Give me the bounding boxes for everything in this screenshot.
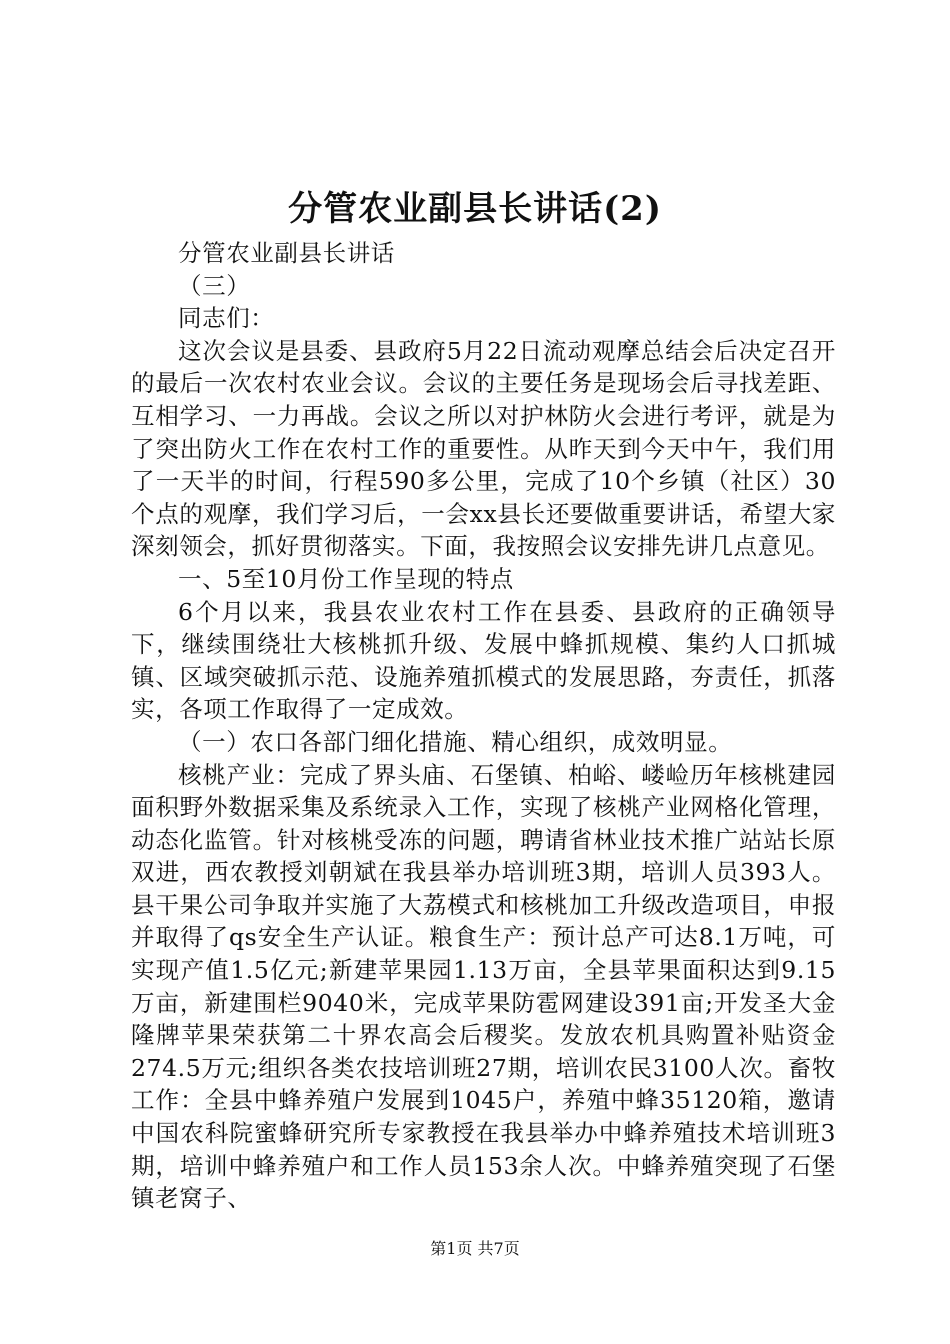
- intro-paragraph: 这次会议是县委、县政府5月22日流动观摩总结会后决定召开的最后一次农村农业会议。会议的主要任务是现场会后寻找差距、互相学习、一力再战。会议之所以对护林防火会进行考评，就是为了突出防火工作在农村工作的重要性。从昨天到今天中午，我们用了一天半的时间，行程590多公里，完成了10个乡镇（社区）30个点的观摩，我们学习后，一会xx县长还要做重要讲话，希望大家深刻领会，抓好贯彻落实。下面，我按照会议安排先讲几点意见。: [131, 336, 836, 561]
- document-body: [131, 237, 836, 1215]
- overview-paragraph: 6个月以来，我县农业农村工作在县委、县政府的正确领导下，继续围绕壮大核桃抓升级、发展中蜂抓规模、集约人口抓城镇、区域突破抓示范、设施养殖抓模式的发展思路，夯责任，抓落实，各项工作取得了一定成效。: [131, 597, 836, 724]
- page-number-footer: 第1页 共7页: [430, 1239, 520, 1258]
- subtitle-paragraph: 分管农业副县长讲话: [178, 239, 395, 267]
- document-title: 分管农业副县长讲话(2): [288, 189, 662, 229]
- section-number-paragraph: （三）: [178, 271, 251, 300]
- section-heading-paragraph: 一、5至10月份工作呈现的特点: [178, 564, 514, 593]
- subsection-heading-paragraph: （一）农口各部门细化措施、精心组织，成效明显。: [178, 727, 733, 756]
- details-paragraph: 核桃产业：完成了界头庙、石堡镇、柏峪、嵝崄历年核桃建园面积野外数据采集及系统录入工作，实现了核桃产业网格化管理，动态化监管。针对核桃受冻的问题，聘请省林业技术推广站站长原双进，西农教授刘朝斌在我县举办培训班3期，培训人员393人。县干果公司争取并实施了大荔模式和核桃加工升级改造项目，申报并取得了qs安全生产认证。粮食生产：预计总产可达8.1万吨，可实现产值1.5亿元;新建苹果园1.13万亩，全县苹果面积达到9.15万亩，新建围栏9040米，完成苹果防雹网建设391亩;开发圣大金隆牌苹果荣获第二十界农高会后稷奖。发放农机具购置补贴资金274.5万元;组织各类农技培训班27期，培训农民3100人次。畜牧工作：全县中蜂养殖户发展到1045户，养殖中蜂35120箱，邀请中国农科院蜜蜂研究所专家教授在我县举办中蜂养殖技术培训班3期，培训中蜂养殖户和工作人员153余人次。中蜂养殖突现了石堡镇老窝子、: [131, 760, 836, 1213]
- salutation-paragraph: 同志们：: [178, 304, 275, 333]
